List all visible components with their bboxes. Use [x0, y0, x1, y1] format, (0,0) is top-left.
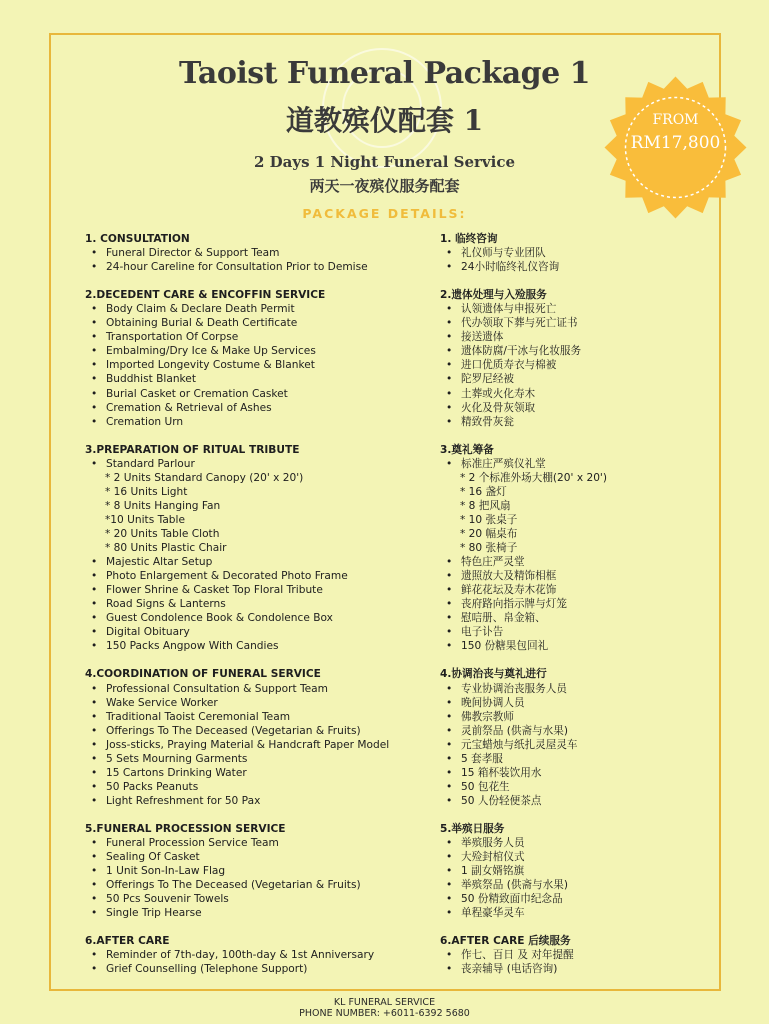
list-item: • Transportation Of Corpse	[85, 330, 455, 344]
list-item: • 150 份糖果包回礼	[440, 639, 700, 653]
list-item: • Single Trip Hearse	[85, 906, 455, 920]
section-heading: 4.协调治丧与奠礼进行	[440, 668, 547, 681]
list-item: • Reminder of 7th-day, 100th-day & 1st Anniversary	[85, 948, 455, 962]
badge-from-label: FROM	[652, 112, 699, 128]
list-item: • 50 Pcs Souvenir Towels	[85, 892, 455, 906]
list-item: • 代办领取下葬与死亡证书	[440, 316, 700, 330]
section-heading: 1. CONSULTATION	[85, 233, 190, 245]
section-6	[85, 934, 455, 976]
list-item: • Photo Enlargement & Decorated Photo Frame	[85, 569, 455, 583]
list-item: • 陀罗尼经被	[440, 372, 700, 386]
list-item: • 认领遗体与申报死亡	[440, 302, 700, 316]
list-item: • Traditional Taoist Ceremonial Team	[85, 710, 455, 724]
details-column-english	[85, 232, 455, 991]
section-heading: 3.PREPARATION OF RITUAL TRIBUTE	[85, 443, 300, 456]
sub-list-item: * 16 盏灯	[460, 485, 507, 498]
list-item: • Joss-sticks, Praying Material & Handcraft Paper Model	[85, 738, 455, 752]
list-item: • 50 Packs Peanuts	[85, 780, 455, 794]
sub-list-item: * 8 把风扇	[460, 499, 511, 512]
list-item: • 精致骨灰瓮	[440, 415, 700, 429]
list-item: • Guest Condolence Book & Condolence Box	[85, 611, 455, 625]
section-3	[440, 443, 700, 654]
list-item: • Burial Casket or Cremation Casket	[85, 387, 455, 401]
list-item: • 24-hour Careline for Consultation Prior to Demise	[85, 260, 455, 274]
section-heading: 6.AFTER CARE	[85, 935, 170, 948]
list-item: • 遗照放大及精饰相框	[440, 569, 700, 583]
list-item: • Funeral Procession Service Team	[85, 836, 455, 850]
list-item: • 150 Packs Angpow With Candies	[85, 639, 455, 653]
list-item: • Offerings To The Deceased (Vegetarian & Fruits)	[85, 724, 455, 738]
list-item: • Buddhist Blanket	[85, 372, 455, 386]
section-heading: 2.遗体处理与入殓服务	[440, 289, 547, 302]
list-item: • Grief Counselling (Telephone Support)	[85, 962, 455, 976]
section-heading: 4.COORDINATION OF FUNERAL SERVICE	[85, 668, 321, 681]
section-4	[440, 667, 700, 807]
list-item: • 50 包花生	[440, 780, 700, 794]
list-item: • 土葬或火化寿木	[440, 387, 700, 401]
list-item: • Imported Longevity Costume & Blanket	[85, 358, 455, 372]
list-item: • Digital Obituary	[85, 625, 455, 639]
page-title-chinese: 道教殡仪配套 1	[285, 104, 484, 137]
package-details-label: PACKAGE DETAILS:	[302, 206, 467, 221]
list-item: • 作七、百日 及 对年提醒	[440, 948, 700, 962]
list-item: • 24小时临终礼仪咨询	[440, 260, 700, 274]
sub-list-item: * 2 个标准外场大棚(20' x 20')	[460, 471, 607, 484]
list-item: • 50 人份轻便茶点	[440, 794, 700, 808]
list-item: • Body Claim & Declare Death Permit	[85, 302, 455, 316]
section-2	[440, 288, 700, 428]
list-item: • 5 套孝服	[440, 752, 700, 766]
list-item: • Professional Consultation & Support Team	[85, 682, 455, 696]
list-item: • Offerings To The Deceased (Vegetarian & Fruits)	[85, 878, 455, 892]
list-item: • 举殡祭品 (供斋与水果)	[440, 878, 700, 892]
section-5	[85, 822, 455, 920]
section-heading: 5.举殡日服务	[440, 822, 505, 835]
list-item: • 晚间协调人员	[440, 696, 700, 710]
price-badge	[603, 75, 748, 220]
sub-list-item: * 20 幅桌布	[460, 527, 518, 540]
list-item: • Majestic Altar Setup	[85, 555, 455, 569]
list-item: • Standard Parlour	[85, 457, 455, 471]
list-item: • Funeral Director & Support Team	[85, 246, 455, 260]
list-item: • 鲜花花坛及寿木花饰	[440, 583, 700, 597]
sub-list-item: * 80 Units Plastic Chair	[105, 542, 227, 555]
list-item: • 举殡服务人员	[440, 836, 700, 850]
section-heading: 6.AFTER CARE 后续服务	[440, 935, 571, 948]
list-item: • 5 Sets Mourning Garments	[85, 752, 455, 766]
section-heading: 2.DECEDENT CARE & ENCOFFIN SERVICE	[85, 289, 326, 302]
list-item: • Light Refreshment for 50 Pax	[85, 794, 455, 808]
badge-price: RM17,800	[630, 133, 721, 153]
list-item: • 标准庄严殡仪礼堂	[440, 457, 700, 471]
footer-phone: PHONE NUMBER: +6011-6392 5680	[299, 1008, 470, 1019]
list-item: • 接送遗体	[440, 330, 700, 344]
section-5	[440, 822, 700, 920]
section-3	[85, 443, 455, 654]
section-heading: 3.奠礼筹备	[440, 443, 494, 456]
section-1	[85, 232, 455, 274]
list-item: • Obtaining Burial & Death Certificate	[85, 316, 455, 330]
section-heading: 5.FUNERAL PROCESSION SERVICE	[85, 822, 286, 835]
list-item: • 遗体防腐/干冰与化妆服务	[440, 344, 700, 358]
list-item: • Sealing Of Casket	[85, 850, 455, 864]
section-4	[85, 667, 455, 807]
list-item: • 元宝蜡烛与纸扎灵屋灵车	[440, 738, 700, 752]
list-item: • Flower Shrine & Casket Top Floral Tribute	[85, 583, 455, 597]
list-item: • Wake Service Worker	[85, 696, 455, 710]
list-item: • Road Signs & Lanterns	[85, 597, 455, 611]
list-item: • 礼仪师与专业团队	[440, 246, 700, 260]
list-item: • 火化及骨灰领取	[440, 401, 700, 415]
details-column-chinese	[440, 232, 700, 991]
section-heading: 1. 临终咨询	[440, 233, 498, 245]
list-item: • 15 Cartons Drinking Water	[85, 766, 455, 780]
sub-list-item: * 16 Units Light	[105, 485, 188, 498]
sub-list-item: *10 Units Table	[105, 513, 185, 526]
list-item: • 15 箱杯装饮用水	[440, 766, 700, 780]
list-item: • 电子讣告	[440, 625, 700, 639]
list-item: • Cremation Urn	[85, 415, 455, 429]
section-2	[85, 288, 455, 428]
footer-company-name: KL FUNERAL SERVICE	[333, 997, 436, 1008]
sub-list-item: * 20 Units Table Cloth	[105, 527, 220, 540]
page-title: Taoist Funeral Package 1	[178, 56, 591, 91]
section-6	[440, 934, 700, 976]
list-item: • 大殓封棺仪式	[440, 850, 700, 864]
list-item: • 慰唁册、帛金箱、	[440, 611, 700, 625]
sub-list-item: * 10 张桌子	[460, 513, 518, 526]
footer	[0, 997, 769, 1019]
package-subtitle: 2 Days 1 Night Funeral Service	[253, 153, 516, 171]
list-item: • 佛教宗教师	[440, 710, 700, 724]
list-item: • 灵前祭品 (供斋与水果)	[440, 724, 700, 738]
list-item: • 丧府路向指示牌与灯笼	[440, 597, 700, 611]
list-item: • 单程豪华灵车	[440, 906, 700, 920]
list-item: • 进口优质寿衣与棉被	[440, 358, 700, 372]
section-1	[440, 232, 700, 274]
sub-list-item: * 2 Units Standard Canopy (20' x 20')	[105, 471, 304, 484]
list-item: • Cremation & Retrieval of Ashes	[85, 401, 455, 415]
list-item: • 丧亲辅导 (电话咨询)	[440, 962, 700, 976]
package-subtitle-chinese: 两天一夜殡仪服务配套	[309, 177, 460, 195]
list-item: • 50 份精致面巾纪念品	[440, 892, 700, 906]
sub-list-item: * 80 张椅子	[460, 542, 518, 555]
list-item: • 特色庄严灵堂	[440, 555, 700, 569]
list-item: • 专业协调治丧服务人员	[440, 682, 700, 696]
list-item: • 1 Unit Son-In-Law Flag	[85, 864, 455, 878]
sub-list-item: * 8 Units Hanging Fan	[105, 499, 221, 512]
list-item: • 1 副女婿铭旗	[440, 864, 700, 878]
list-item: • Embalming/Dry Ice & Make Up Services	[85, 344, 455, 358]
